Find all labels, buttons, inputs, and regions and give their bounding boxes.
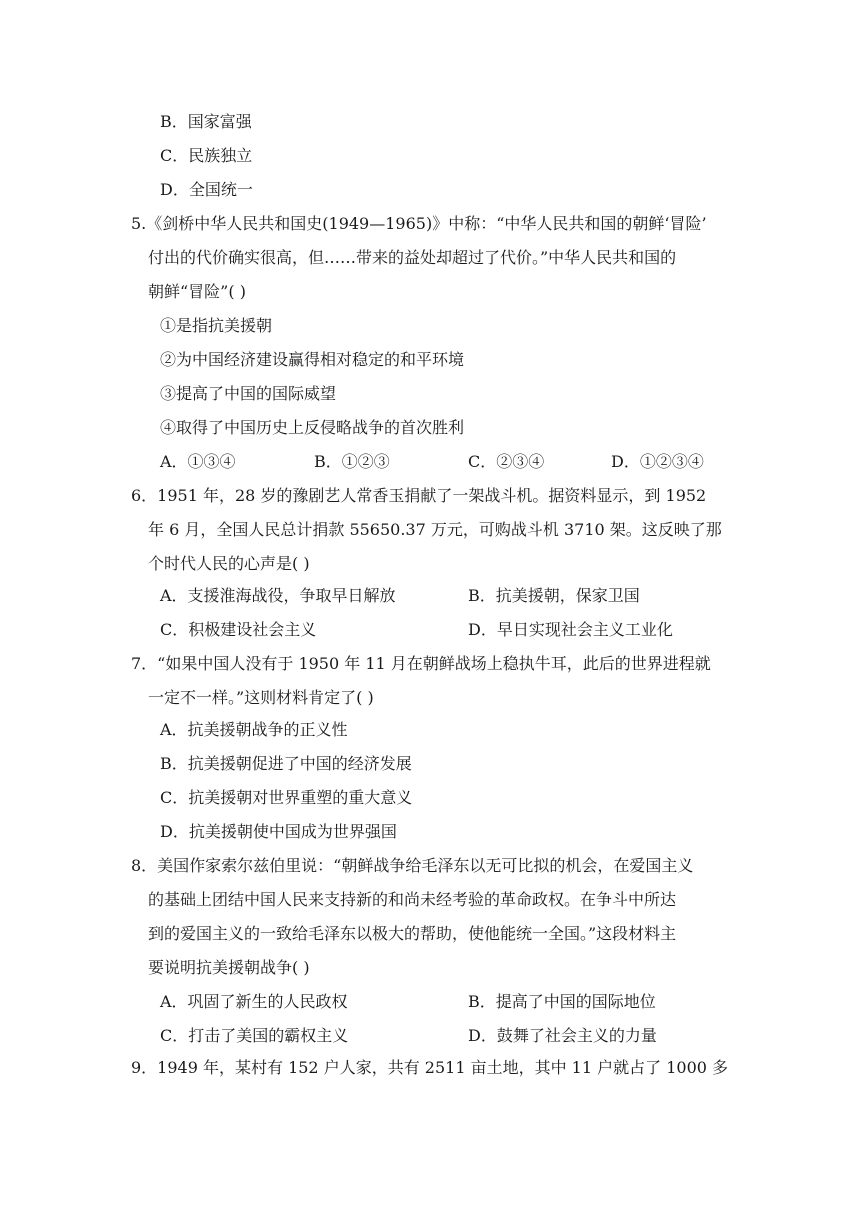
q6-option-c: C．积极建设社会主义 [160, 620, 317, 639]
q8-stem-line-1: 8．美国作家索尔兹伯里说：“朝鲜战争给毛泽东以无可比拟的机会，在爱国主义 [131, 856, 694, 875]
q7-option-c: C．抗美援朝对世界重塑的重大意义 [160, 788, 413, 807]
q6-option-b: B．抗美援朝，保家卫国 [468, 586, 640, 605]
q6-stem-line-3: 个时代人民的心声是( ) [148, 554, 310, 573]
q9-stem-line-1: 9．1949 年，某村有 152 户人家，共有 2511 亩土地，其中 11 户就占了 1000 多 [131, 1058, 729, 1077]
q8-option-b: B．提高了中国的国际地位 [468, 992, 656, 1011]
q8-stem-line-4: 要说明抗美援朝战争( ) [148, 958, 310, 977]
q4-option-c: C．民族独立 [160, 146, 253, 165]
q6-stem-line-2: 年 6 月，全国人民总计捐款 55650.37 万元，可购战斗机 3710 架。这反映了那 [148, 520, 722, 539]
q7-option-d: D．抗美援朝使中国成为世界强国 [160, 822, 397, 841]
q4-option-b: B．国家富强 [160, 112, 252, 131]
q8-option-c: C．打击了美国的霸权主义 [160, 1026, 349, 1045]
q8-stem-line-3: 到的爱国主义的一致给毛泽东以极大的帮助，使他能统一全国。”这段材料主 [148, 924, 677, 943]
q5-statement-4: ④取得了中国历史上反侵略战争的首次胜利 [160, 418, 465, 437]
q7-stem-line-1: 7．“如果中国人没有于 1950 年 11 月在朝鲜战场上稳执牛耳，此后的世界进程就 [131, 654, 711, 673]
q4-option-d: D．全国统一 [160, 180, 253, 199]
q5-option-c: C．②③④ [468, 452, 545, 471]
q7-stem-line-2: 一定不一样。”这则材料肯定了( ) [148, 688, 374, 707]
q5-option-b: B．①②③ [314, 452, 390, 471]
q5-option-d: D．①②③④ [611, 452, 704, 471]
q5-option-a: A．①③④ [160, 452, 236, 471]
q6-option-a: A．支援淮海战役，争取早日解放 [160, 586, 396, 605]
q8-stem-line-2: 的基础上团结中国人民来支持新的和尚未经考验的革命政权。在争斗中所达 [148, 890, 677, 909]
q8-option-d: D．鼓舞了社会主义的力量 [468, 1026, 657, 1045]
q5-statement-3: ③提高了中国的国际威望 [160, 384, 337, 403]
q5-statement-2: ②为中国经济建设赢得相对稳定的和平环境 [160, 350, 465, 369]
q5-stem-line-1: 5.《剑桥中华人民共和国史(1949—1965)》中称：“中华人民共和国的朝鲜‘冒险’ [131, 214, 707, 233]
q7-option-a: A．抗美援朝战争的正义性 [160, 720, 348, 739]
q6-stem-line-1: 6．1951 年，28 岁的豫剧艺人常香玉捐献了一架战斗机。据资料显示，到 1952 [131, 486, 707, 505]
q6-option-d: D．早日实现社会主义工业化 [468, 620, 673, 639]
q8-option-a: A．巩固了新生的人民政权 [160, 992, 348, 1011]
q7-option-b: B．抗美援朝促进了中国的经济发展 [160, 754, 412, 773]
q5-stem-line-3: 朝鲜“冒险”( ) [148, 282, 246, 301]
q5-stem-line-2: 付出的代价确实很高，但……带来的益处却超过了代价。”中华人民共和国的 [148, 248, 677, 267]
q5-statement-1: ①是指抗美援朝 [160, 316, 273, 335]
